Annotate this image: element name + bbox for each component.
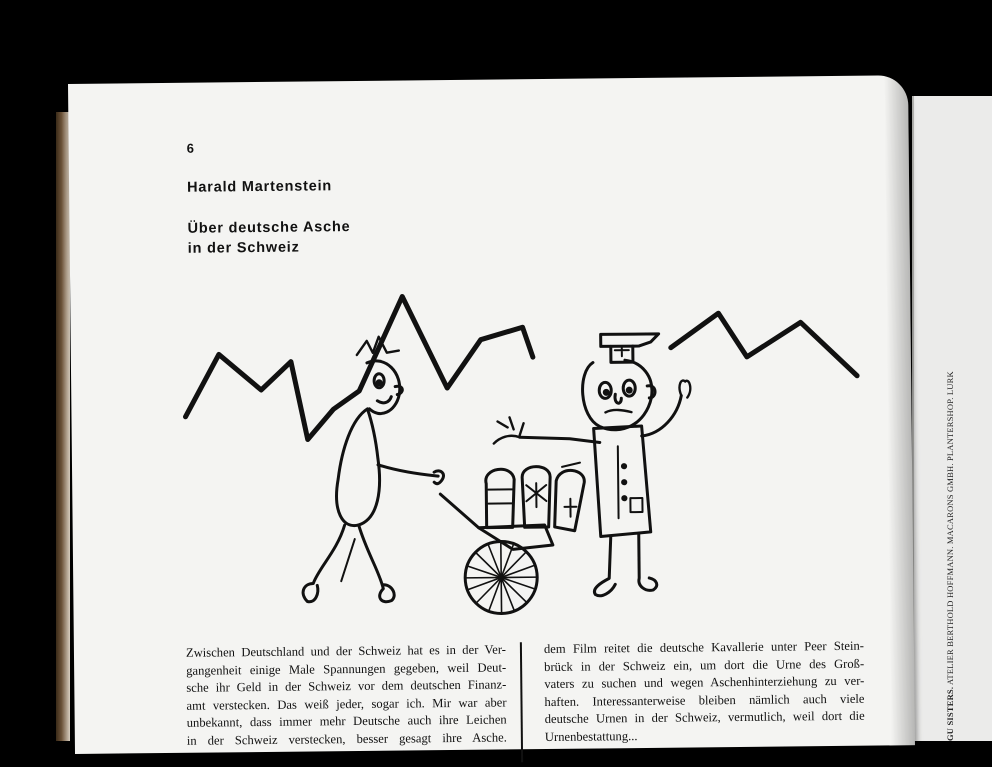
text-line: Zwischen Deutschland und der Schweiz hat es in der Ver- — [185, 642, 507, 660]
column-divider — [520, 642, 523, 762]
title-line: in der Schweiz — [187, 239, 300, 257]
text-line: brück in der Schweiz ein, um dort die Urne des Groß- — [544, 656, 865, 674]
text-line: amt verstecken. Das weiß jeder, sogar ich. Mir war aber — [186, 695, 507, 713]
text-line: gangenheit einige Male Spannungen gegeben, weil Deut- — [186, 660, 507, 678]
left-page-edge — [56, 112, 70, 741]
text-line: unbekannt, dass immer mehr Deutsche auch ihre Leichen — [186, 712, 507, 731]
left-text-column — [186, 641, 507, 750]
facing-page-spine-text — [945, 321, 955, 741]
page-number: 6 — [186, 140, 194, 156]
crowned-figure-drawing — [300, 336, 444, 603]
cart-drawing — [440, 463, 586, 615]
spine-bold-text: GU SISTERS. — [945, 686, 955, 741]
spine-credits-text: ATELIER BERTHOLD HOFFMANN. MACARONS GMBH. PLANTERSHOP. LURK — [945, 371, 955, 687]
title-line: Über deutsche Asche — [187, 219, 351, 237]
page-gutter-shadow — [884, 75, 915, 745]
book-page — [68, 75, 915, 754]
article-title — [187, 217, 350, 259]
officer-figure-drawing — [493, 334, 693, 597]
text-line: vaters zu suchen und wegen Aschenhinterziehung zu ver- — [544, 673, 865, 692]
text-line: haften. Interessanterweise bleiben nämlich auch viele — [544, 691, 865, 709]
text-line: sche ihr Geld in der Schweiz vor dem deutschen Finanz- — [186, 677, 507, 695]
text-line: in der Schweiz verstecken, besser gesagt ihre Asche. — [186, 730, 507, 748]
author-name: Harald Martenstein — [187, 178, 333, 196]
right-text-column — [544, 638, 865, 747]
mountains-drawing — [184, 292, 857, 441]
text-line: Urnenbestattung... — [544, 729, 638, 745]
text-line: deutsche Urnen in der Schweiz, vermutlich, weil dort die — [544, 709, 865, 727]
illustration — [180, 284, 873, 621]
text-line: dem Film reitet die deutsche Kavallerie unter Peer Stein- — [543, 638, 864, 657]
